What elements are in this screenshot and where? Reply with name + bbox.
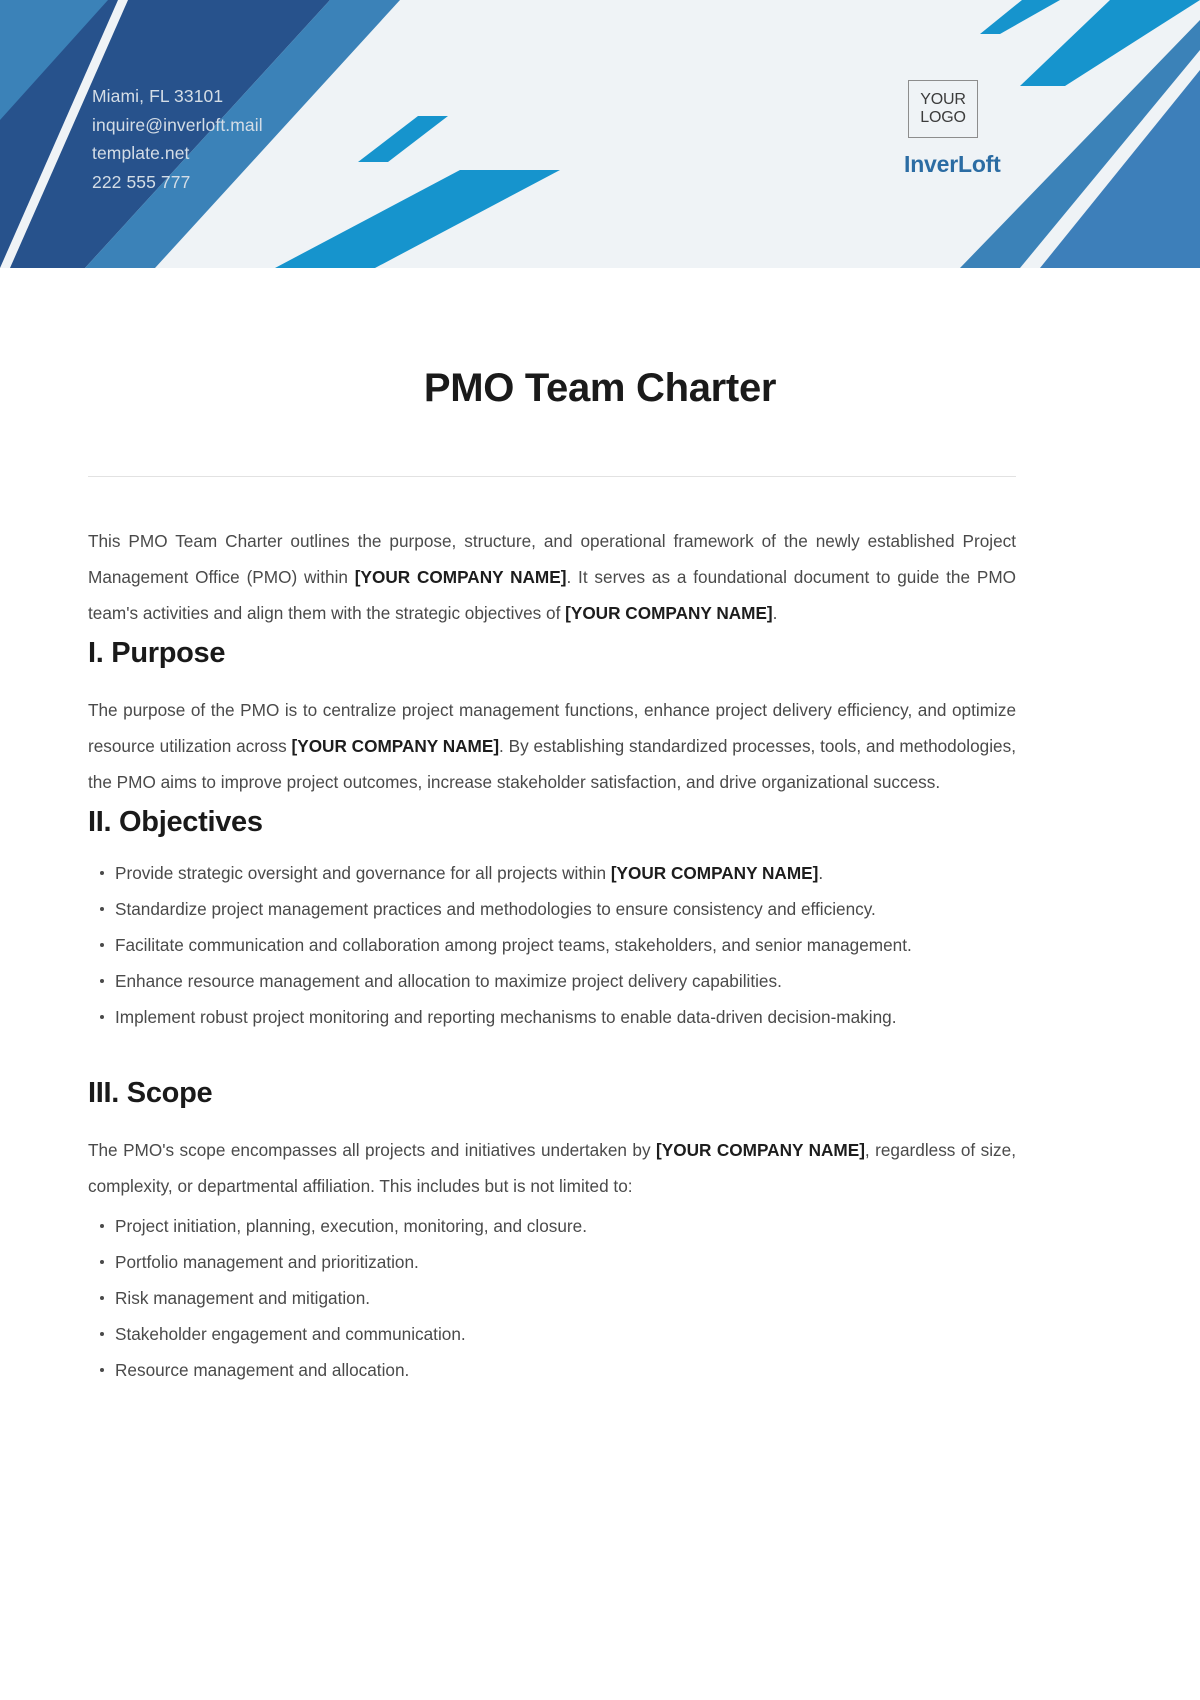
section-heading-objectives: II. Objectives (88, 806, 263, 838)
list-item (88, 855, 1016, 891)
list-item (88, 1316, 1016, 1352)
list-item (88, 963, 1016, 999)
scope-list (88, 1208, 1016, 1388)
list-item (88, 891, 1016, 927)
bullet-text: Stakeholder engagement and communication. (115, 1324, 466, 1344)
contact-address: Miami, FL 33101 (92, 86, 224, 106)
logo-line-2: LOGO (920, 109, 966, 126)
bullet-text: Portfolio management and prioritization. (115, 1252, 419, 1272)
cyan-block-large (275, 170, 560, 268)
objectives-list (88, 855, 1016, 1035)
bullet-text: Project initiation, planning, execution, monitoring, and closure. (115, 1216, 587, 1236)
purpose-paragraph (88, 692, 1016, 800)
intro-text-2: . It serves as a foundational document to guide the PMO team's activities and align them with the strategic objectives of (88, 567, 1017, 623)
logo-line-1: YOUR (920, 90, 966, 108)
intro-text-1: This PMO Team Charter outlines the purpose, structure, and operational framework of the newly established Project Management Office (PMO) within (88, 531, 1016, 587)
bullet-text: Enhance resource management and allocation to maximize project delivery capabilities. (115, 971, 782, 991)
page-title: PMO Team Charter (423, 366, 777, 410)
scope-text-1: The PMO's scope encompasses all projects and initiatives undertaken by (88, 1140, 657, 1160)
company-placeholder: [YOUR COMPANY NAME] (610, 863, 819, 883)
bullet-text: Standardize project management practices and methodologies to ensure consistency and efficiency. (115, 899, 876, 919)
cyan-slash-right (980, 0, 1060, 34)
contact-info (92, 82, 263, 196)
bullet-text: Risk management and mitigation. (115, 1288, 371, 1308)
purpose-text-1: The purpose of the PMO is to centralize project management functions, enhance project delivery efficiency, and optimize resource utilization across (88, 700, 1016, 756)
list-item (88, 927, 1016, 963)
company-placeholder: [YOUR COMPANY NAME] (656, 1140, 865, 1160)
purpose-text-2: . By establishing standardized processes, tools, and methodologies, the PMO aims to improve project outcomes, increase stakeholder satisfaction, and drive organizational success. (88, 736, 1016, 792)
bullet-text-end: . (818, 863, 824, 883)
list-item (88, 1280, 1016, 1316)
list-item (88, 1208, 1016, 1244)
list-item (88, 999, 1016, 1035)
company-placeholder: [YOUR COMPANY NAME] (291, 736, 500, 756)
contact-website: template.net (92, 143, 190, 163)
intro-paragraph (88, 523, 1016, 631)
title-divider (88, 476, 1016, 477)
document-header (0, 0, 1200, 268)
bullet-text: Facilitate communication and collaboration among project teams, stakeholders, and senior management. (115, 935, 912, 955)
company-placeholder: [YOUR COMPANY NAME] (565, 603, 773, 623)
bullet-text: Implement robust project monitoring and reporting mechanisms to enable data-driven decision-making. (115, 1007, 897, 1027)
bullet-text: Provide strategic oversight and governance for all projects within (115, 863, 611, 883)
scope-text-2: , regardless of size, complexity, or departmental affiliation. This includes but is not limited to: (88, 1140, 1016, 1196)
cyan-slash-small (358, 116, 448, 162)
list-item (88, 1244, 1016, 1280)
list-item (88, 1352, 1016, 1388)
contact-email: inquire@inverloft.mail (92, 114, 263, 135)
company-placeholder: [YOUR COMPANY NAME] (354, 567, 567, 587)
contact-phone: 222 555 777 (92, 171, 191, 192)
document-body (0, 366, 1200, 1388)
section-heading-purpose: I. Purpose (88, 637, 226, 669)
intro-text-3: . (772, 603, 778, 623)
bullet-text: Resource management and allocation. (115, 1360, 410, 1380)
scope-paragraph (88, 1132, 1016, 1204)
brand-name: InverLoft (904, 151, 1001, 177)
section-heading-scope: III. Scope (88, 1077, 213, 1109)
